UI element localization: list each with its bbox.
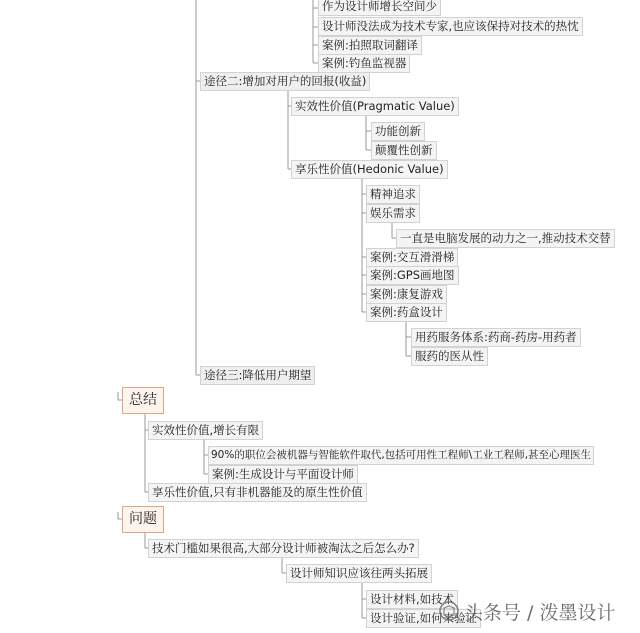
- mindmap-node[interactable]: [366, 266, 459, 285]
- mindmap-topic[interactable]: [122, 506, 164, 533]
- mindmap-node[interactable]: [318, 0, 441, 16]
- mindmap-node[interactable]: [366, 248, 458, 267]
- mindmap-node[interactable]: [200, 366, 315, 385]
- node-text: 设计材料,如技术: [370, 592, 455, 606]
- mindmap-node[interactable]: [411, 328, 581, 347]
- node-text: 总结: [129, 392, 157, 408]
- headline-logo-icon: [438, 600, 460, 622]
- node-text: 90%的职位会被机器与智能软件取代,包括可用性工程师\工业工程师,甚至心理医生: [211, 449, 592, 461]
- mindmap-node[interactable]: [291, 97, 459, 116]
- node-text: 问题: [129, 511, 157, 527]
- node-text: 设计验证,如何来验证: [370, 611, 478, 625]
- node-text: 案例:生成设计与平面设计师: [212, 467, 354, 481]
- node-text: 案例:交互滑滑梯: [370, 250, 455, 264]
- node-text: 设计师没法成为技术专家,也应该保持对技术的热忱: [322, 19, 579, 33]
- mindmap-node[interactable]: [208, 465, 358, 484]
- node-text: 享乐性价值,只有非机器能及的原生性价值: [152, 485, 363, 499]
- mindmap-node[interactable]: [318, 54, 410, 73]
- node-text: 享乐性价值(Hedonic Value): [295, 162, 444, 176]
- mindmap-node[interactable]: [318, 36, 422, 55]
- node-text: 功能创新: [375, 124, 421, 138]
- node-text: 技术门槛如果很高,大部分设计师被淘汰之后怎么办?: [152, 541, 415, 555]
- mindmap-node[interactable]: [366, 204, 420, 223]
- mindmap-node[interactable]: [291, 160, 448, 179]
- mindmap-node[interactable]: [200, 72, 370, 91]
- node-text: 作为设计师增长空间少: [322, 0, 437, 13]
- mindmap-node[interactable]: [148, 421, 263, 440]
- mindmap-node[interactable]: [371, 141, 437, 160]
- mindmap-node[interactable]: [208, 446, 594, 465]
- mindmap-node[interactable]: [366, 185, 420, 204]
- node-text: 服药的医从性: [415, 349, 484, 363]
- node-text: 设计师知识应该往两头拓展: [290, 566, 428, 580]
- node-text: 途径三:降低用户期望: [204, 368, 312, 382]
- mindmap-node[interactable]: [286, 564, 432, 583]
- node-text: 案例:药盒设计: [370, 305, 443, 319]
- mindmap-node[interactable]: [411, 347, 488, 366]
- node-text: 实效性价值,增长有限: [152, 423, 260, 437]
- mindmap-topic[interactable]: [122, 387, 164, 414]
- mindmap-node[interactable]: [366, 303, 447, 322]
- mindmap-node[interactable]: [318, 17, 583, 36]
- node-text: 案例:GPS画地图: [370, 268, 455, 282]
- mindmap-node[interactable]: [396, 229, 615, 248]
- watermark: [438, 594, 638, 628]
- mindmap-node[interactable]: [366, 285, 447, 304]
- node-text: 用药服务体系:药商-药房-用药者: [415, 330, 577, 344]
- node-text: 案例:钓鱼监视器: [322, 56, 407, 70]
- node-text: 案例:拍照取词翻译: [322, 38, 418, 52]
- node-text: 一直是电脑发展的动力之一,推动技术交替: [400, 231, 611, 245]
- node-text: 案例:康复游戏: [370, 287, 443, 301]
- node-text: 精神追求: [370, 187, 416, 201]
- watermark-text: 头条号 / 泼墨设计: [464, 601, 616, 624]
- node-text: 娱乐需求: [370, 206, 416, 220]
- node-text: 实效性价值(Pragmatic Value): [295, 99, 455, 113]
- node-text: 途径二:增加对用户的回报(收益): [204, 74, 367, 88]
- node-text: 颠覆性创新: [375, 143, 433, 157]
- mindmap-node[interactable]: [148, 539, 419, 558]
- mindmap-node[interactable]: [371, 122, 425, 141]
- mindmap-node[interactable]: [148, 483, 367, 502]
